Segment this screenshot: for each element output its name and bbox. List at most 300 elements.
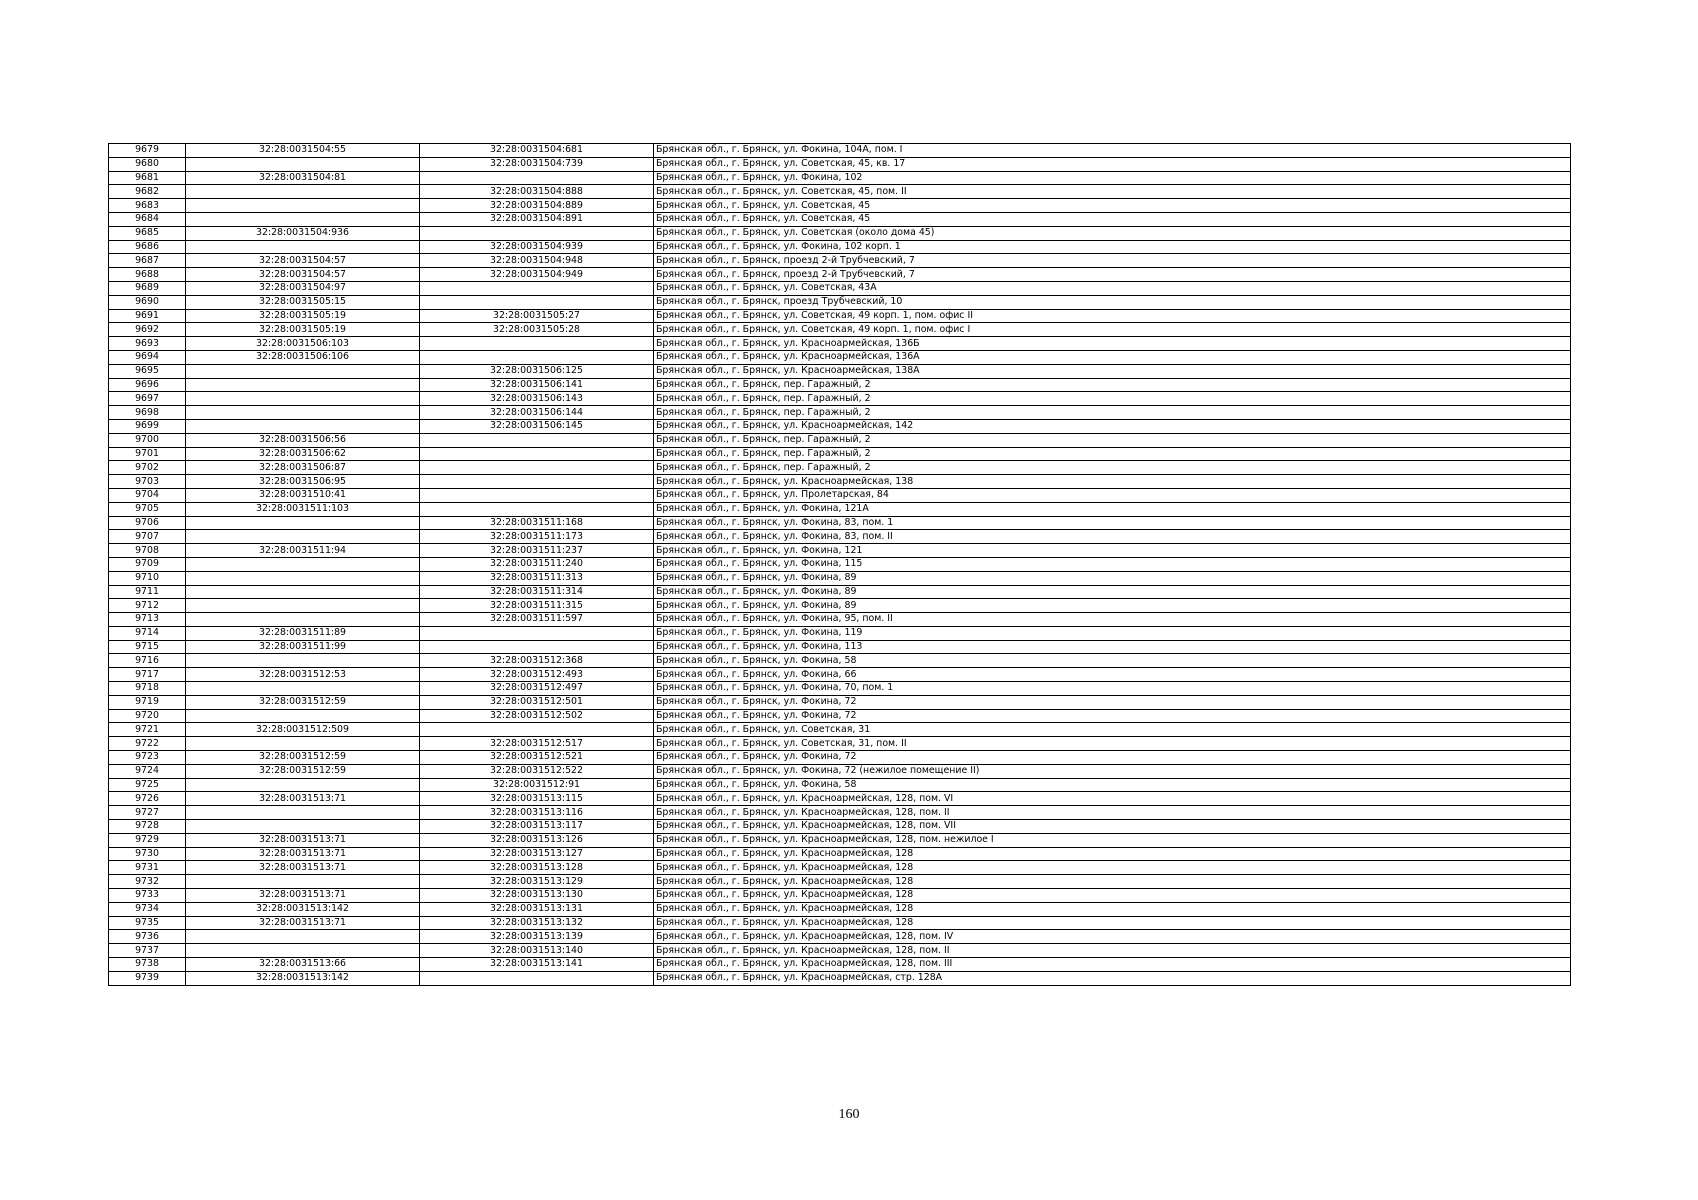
address-cell: Брянская обл., г. Брянск, ул. Фокина, 119: [654, 626, 1571, 640]
row-number-cell: 9685: [109, 226, 186, 240]
land-plot-cadastral-number-cell: 32:28:0031512:53: [186, 668, 420, 682]
address-cell: Брянская обл., г. Брянск, проезд Трубчевский, 10: [654, 295, 1571, 309]
address-cell: Брянская обл., г. Брянск, ул. Красноармейская, 128: [654, 916, 1571, 930]
row-number-cell: 9705: [109, 502, 186, 516]
object-cadastral-number-cell: 32:28:0031512:502: [420, 709, 654, 723]
row-number-cell: 9696: [109, 378, 186, 392]
table-row: [109, 654, 1571, 668]
table-row: [109, 723, 1571, 737]
row-number-cell: 9687: [109, 254, 186, 268]
object-cadastral-number-cell: 32:28:0031512:521: [420, 751, 654, 765]
land-plot-cadastral-number-cell: 32:28:0031506:62: [186, 447, 420, 461]
table-row: [109, 778, 1571, 792]
row-number-cell: 9737: [109, 944, 186, 958]
table-row: [109, 475, 1571, 489]
object-cadastral-number-cell: 32:28:0031504:948: [420, 254, 654, 268]
row-number-cell: 9723: [109, 751, 186, 765]
land-plot-cadastral-number-cell: 32:28:0031512:509: [186, 723, 420, 737]
table-row: [109, 971, 1571, 985]
row-number-cell: 9699: [109, 419, 186, 433]
row-number-cell: 9717: [109, 668, 186, 682]
object-cadastral-number-cell: [420, 971, 654, 985]
row-number-cell: 9732: [109, 875, 186, 889]
object-cadastral-number-cell: [420, 488, 654, 502]
address-cell: Брянская обл., г. Брянск, ул. Фокина, 72: [654, 709, 1571, 723]
address-cell: Брянская обл., г. Брянск, ул. Советская, 43А: [654, 281, 1571, 295]
address-cell: Брянская обл., г. Брянск, ул. Красноармейская, 128: [654, 902, 1571, 916]
table-row: [109, 958, 1571, 972]
address-cell: Брянская обл., г. Брянск, ул. Советская, 49 корп. 1, пом. офис I: [654, 323, 1571, 337]
address-cell: Брянская обл., г. Брянск, ул. Красноармейская, 128, пом. нежилое I: [654, 833, 1571, 847]
row-number-cell: 9683: [109, 199, 186, 213]
table-row: [109, 337, 1571, 351]
row-number-cell: 9684: [109, 212, 186, 226]
object-cadastral-number-cell: 32:28:0031506:125: [420, 364, 654, 378]
address-cell: Брянская обл., г. Брянск, проезд 2-й Трубчевский, 7: [654, 268, 1571, 282]
address-cell: Брянская обл., г. Брянск, ул. Фокина, 72: [654, 751, 1571, 765]
object-cadastral-number-cell: 32:28:0031512:493: [420, 668, 654, 682]
table-row: [109, 820, 1571, 834]
register-table-container: [108, 143, 1571, 986]
object-cadastral-number-cell: 32:28:0031513:129: [420, 875, 654, 889]
table-row: [109, 682, 1571, 696]
row-number-cell: 9691: [109, 309, 186, 323]
land-plot-cadastral-number-cell: [186, 599, 420, 613]
land-plot-cadastral-number-cell: [186, 199, 420, 213]
object-cadastral-number-cell: 32:28:0031512:368: [420, 654, 654, 668]
object-cadastral-number-cell: 32:28:0031511:315: [420, 599, 654, 613]
table-row: [109, 309, 1571, 323]
address-cell: Брянская обл., г. Брянск, ул. Советская, 31, пом. II: [654, 737, 1571, 751]
table-row: [109, 171, 1571, 185]
row-number-cell: 9680: [109, 157, 186, 171]
row-number-cell: 9724: [109, 764, 186, 778]
row-number-cell: 9726: [109, 792, 186, 806]
object-cadastral-number-cell: 32:28:0031511:314: [420, 585, 654, 599]
table-row: [109, 433, 1571, 447]
table-row: [109, 613, 1571, 627]
table-row: [109, 861, 1571, 875]
register-table: [108, 143, 1571, 986]
land-plot-cadastral-number-cell: 32:28:0031513:71: [186, 916, 420, 930]
land-plot-cadastral-number-cell: 32:28:0031513:71: [186, 833, 420, 847]
address-cell: Брянская обл., г. Брянск, ул. Фокина, 113: [654, 640, 1571, 654]
row-number-cell: 9694: [109, 350, 186, 364]
address-cell: Брянская обл., г. Брянск, ул. Фокина, 66: [654, 668, 1571, 682]
object-cadastral-number-cell: 32:28:0031513:128: [420, 861, 654, 875]
land-plot-cadastral-number-cell: 32:28:0031505:19: [186, 323, 420, 337]
row-number-cell: 9679: [109, 144, 186, 158]
row-number-cell: 9721: [109, 723, 186, 737]
object-cadastral-number-cell: [420, 281, 654, 295]
table-row: [109, 378, 1571, 392]
land-plot-cadastral-number-cell: 32:28:0031504:81: [186, 171, 420, 185]
object-cadastral-number-cell: [420, 337, 654, 351]
table-row: [109, 764, 1571, 778]
row-number-cell: 9718: [109, 682, 186, 696]
object-cadastral-number-cell: [420, 723, 654, 737]
object-cadastral-number-cell: 32:28:0031504:891: [420, 212, 654, 226]
table-row: [109, 392, 1571, 406]
object-cadastral-number-cell: 32:28:0031513:141: [420, 958, 654, 972]
row-number-cell: 9711: [109, 585, 186, 599]
land-plot-cadastral-number-cell: [186, 240, 420, 254]
row-number-cell: 9738: [109, 958, 186, 972]
land-plot-cadastral-number-cell: 32:28:0031513:71: [186, 792, 420, 806]
object-cadastral-number-cell: 32:28:0031504:889: [420, 199, 654, 213]
row-number-cell: 9733: [109, 889, 186, 903]
table-row: [109, 185, 1571, 199]
address-cell: Брянская обл., г. Брянск, ул. Красноармейская, 142: [654, 419, 1571, 433]
address-cell: Брянская обл., г. Брянск, ул. Красноармейская, 128, пом. III: [654, 958, 1571, 972]
table-row: [109, 571, 1571, 585]
table-row: [109, 199, 1571, 213]
land-plot-cadastral-number-cell: 32:28:0031506:106: [186, 350, 420, 364]
object-cadastral-number-cell: 32:28:0031511:237: [420, 544, 654, 558]
land-plot-cadastral-number-cell: 32:28:0031513:66: [186, 958, 420, 972]
row-number-cell: 9729: [109, 833, 186, 847]
object-cadastral-number-cell: 32:28:0031504:939: [420, 240, 654, 254]
address-cell: Брянская обл., г. Брянск, ул. Красноармейская, 136Б: [654, 337, 1571, 351]
address-cell: Брянская обл., г. Брянск, ул. Советская, 45: [654, 199, 1571, 213]
page-number: 160: [838, 1107, 860, 1122]
row-number-cell: 9735: [109, 916, 186, 930]
object-cadastral-number-cell: [420, 640, 654, 654]
row-number-cell: 9722: [109, 737, 186, 751]
land-plot-cadastral-number-cell: [186, 820, 420, 834]
row-number-cell: 9709: [109, 557, 186, 571]
table-row: [109, 806, 1571, 820]
address-cell: Брянская обл., г. Брянск, ул. Фокина, 83, пом. II: [654, 530, 1571, 544]
land-plot-cadastral-number-cell: 32:28:0031504:97: [186, 281, 420, 295]
table-row: [109, 585, 1571, 599]
object-cadastral-number-cell: 32:28:0031512:91: [420, 778, 654, 792]
row-number-cell: 9697: [109, 392, 186, 406]
address-cell: Брянская обл., г. Брянск, ул. Фокина, 102: [654, 171, 1571, 185]
row-number-cell: 9725: [109, 778, 186, 792]
land-plot-cadastral-number-cell: [186, 944, 420, 958]
address-cell: Брянская обл., г. Брянск, ул. Пролетарская, 84: [654, 488, 1571, 502]
address-cell: Брянская обл., г. Брянск, ул. Советская, 49 корп. 1, пом. офис II: [654, 309, 1571, 323]
object-cadastral-number-cell: 32:28:0031504:888: [420, 185, 654, 199]
land-plot-cadastral-number-cell: [186, 516, 420, 530]
land-plot-cadastral-number-cell: 32:28:0031512:59: [186, 764, 420, 778]
object-cadastral-number-cell: 32:28:0031513:126: [420, 833, 654, 847]
table-row: [109, 268, 1571, 282]
object-cadastral-number-cell: [420, 461, 654, 475]
address-cell: Брянская обл., г. Брянск, ул. Советская (около дома 45): [654, 226, 1571, 240]
address-cell: Брянская обл., г. Брянск, ул. Советская, 31: [654, 723, 1571, 737]
object-cadastral-number-cell: 32:28:0031504:739: [420, 157, 654, 171]
address-cell: Брянская обл., г. Брянск, ул. Красноармейская, 128: [654, 875, 1571, 889]
table-row: [109, 488, 1571, 502]
object-cadastral-number-cell: 32:28:0031504:681: [420, 144, 654, 158]
address-cell: Брянская обл., г. Брянск, ул. Красноармейская, 128, пом. II: [654, 944, 1571, 958]
row-number-cell: 9715: [109, 640, 186, 654]
row-number-cell: 9739: [109, 971, 186, 985]
land-plot-cadastral-number-cell: 32:28:0031511:89: [186, 626, 420, 640]
address-cell: Брянская обл., г. Брянск, ул. Фокина, 70, пом. 1: [654, 682, 1571, 696]
address-cell: Брянская обл., г. Брянск, ул. Красноармейская, 138: [654, 475, 1571, 489]
object-cadastral-number-cell: 32:28:0031512:522: [420, 764, 654, 778]
land-plot-cadastral-number-cell: [186, 682, 420, 696]
land-plot-cadastral-number-cell: 32:28:0031505:19: [186, 309, 420, 323]
table-row: [109, 930, 1571, 944]
row-number-cell: 9708: [109, 544, 186, 558]
table-row: [109, 640, 1571, 654]
land-plot-cadastral-number-cell: [186, 530, 420, 544]
table-row: [109, 916, 1571, 930]
row-number-cell: 9728: [109, 820, 186, 834]
land-plot-cadastral-number-cell: [186, 419, 420, 433]
land-plot-cadastral-number-cell: 32:28:0031513:71: [186, 847, 420, 861]
object-cadastral-number-cell: [420, 433, 654, 447]
address-cell: Брянская обл., г. Брянск, ул. Фокина, 104А, пом. I: [654, 144, 1571, 158]
table-row: [109, 350, 1571, 364]
object-cadastral-number-cell: 32:28:0031513:139: [420, 930, 654, 944]
object-cadastral-number-cell: 32:28:0031512:501: [420, 695, 654, 709]
table-row: [109, 502, 1571, 516]
address-cell: Брянская обл., г. Брянск, ул. Красноармейская, 128, пом. VII: [654, 820, 1571, 834]
address-cell: Брянская обл., г. Брянск, ул. Фокина, 121: [654, 544, 1571, 558]
row-number-cell: 9695: [109, 364, 186, 378]
row-number-cell: 9704: [109, 488, 186, 502]
address-cell: Брянская обл., г. Брянск, ул. Фокина, 89: [654, 599, 1571, 613]
object-cadastral-number-cell: 32:28:0031511:597: [420, 613, 654, 627]
address-cell: Брянская обл., г. Брянск, пер. Гаражный, 2: [654, 392, 1571, 406]
land-plot-cadastral-number-cell: 32:28:0031505:15: [186, 295, 420, 309]
row-number-cell: 9713: [109, 613, 186, 627]
object-cadastral-number-cell: [420, 226, 654, 240]
land-plot-cadastral-number-cell: 32:28:0031504:57: [186, 268, 420, 282]
object-cadastral-number-cell: 32:28:0031506:144: [420, 406, 654, 420]
address-cell: Брянская обл., г. Брянск, ул. Красноармейская, 128: [654, 847, 1571, 861]
land-plot-cadastral-number-cell: [186, 392, 420, 406]
object-cadastral-number-cell: 32:28:0031505:28: [420, 323, 654, 337]
row-number-cell: 9710: [109, 571, 186, 585]
table-row: [109, 737, 1571, 751]
row-number-cell: 9707: [109, 530, 186, 544]
address-cell: Брянская обл., г. Брянск, ул. Фокина, 115: [654, 557, 1571, 571]
address-cell: Брянская обл., г. Брянск, ул. Фокина, 89: [654, 571, 1571, 585]
address-cell: Брянская обл., г. Брянск, проезд 2-й Трубчевский, 7: [654, 254, 1571, 268]
object-cadastral-number-cell: 32:28:0031511:313: [420, 571, 654, 585]
land-plot-cadastral-number-cell: 32:28:0031513:71: [186, 861, 420, 875]
table-row: [109, 544, 1571, 558]
land-plot-cadastral-number-cell: [186, 585, 420, 599]
object-cadastral-number-cell: 32:28:0031513:117: [420, 820, 654, 834]
object-cadastral-number-cell: 32:28:0031512:517: [420, 737, 654, 751]
address-cell: Брянская обл., г. Брянск, ул. Красноармейская, 138А: [654, 364, 1571, 378]
table-row: [109, 461, 1571, 475]
register-table-body: [109, 144, 1571, 986]
land-plot-cadastral-number-cell: [186, 378, 420, 392]
land-plot-cadastral-number-cell: [186, 806, 420, 820]
address-cell: Брянская обл., г. Брянск, пер. Гаражный, 2: [654, 447, 1571, 461]
table-row: [109, 792, 1571, 806]
address-cell: Брянская обл., г. Брянск, ул. Красноармейская, 128: [654, 861, 1571, 875]
address-cell: Брянская обл., г. Брянск, пер. Гаражный, 2: [654, 378, 1571, 392]
land-plot-cadastral-number-cell: 32:28:0031511:94: [186, 544, 420, 558]
address-cell: Брянская обл., г. Брянск, пер. Гаражный, 2: [654, 461, 1571, 475]
land-plot-cadastral-number-cell: [186, 613, 420, 627]
row-number-cell: 9688: [109, 268, 186, 282]
table-row: [109, 530, 1571, 544]
land-plot-cadastral-number-cell: [186, 654, 420, 668]
row-number-cell: 9731: [109, 861, 186, 875]
row-number-cell: 9686: [109, 240, 186, 254]
land-plot-cadastral-number-cell: [186, 737, 420, 751]
address-cell: Брянская обл., г. Брянск, ул. Советская, 45: [654, 212, 1571, 226]
address-cell: Брянская обл., г. Брянск, ул. Фокина, 102 корп. 1: [654, 240, 1571, 254]
object-cadastral-number-cell: 32:28:0031513:130: [420, 889, 654, 903]
table-row: [109, 157, 1571, 171]
address-cell: Брянская обл., г. Брянск, ул. Фокина, 89: [654, 585, 1571, 599]
row-number-cell: 9690: [109, 295, 186, 309]
address-cell: Брянская обл., г. Брянск, ул. Фокина, 58: [654, 654, 1571, 668]
object-cadastral-number-cell: 32:28:0031513:116: [420, 806, 654, 820]
row-number-cell: 9682: [109, 185, 186, 199]
address-cell: Брянская обл., г. Брянск, ул. Фокина, 95, пом. II: [654, 613, 1571, 627]
row-number-cell: 9701: [109, 447, 186, 461]
row-number-cell: 9706: [109, 516, 186, 530]
land-plot-cadastral-number-cell: 32:28:0031506:56: [186, 433, 420, 447]
land-plot-cadastral-number-cell: 32:28:0031506:95: [186, 475, 420, 489]
address-cell: Брянская обл., г. Брянск, пер. Гаражный, 2: [654, 433, 1571, 447]
table-row: [109, 902, 1571, 916]
land-plot-cadastral-number-cell: 32:28:0031510:41: [186, 488, 420, 502]
object-cadastral-number-cell: 32:28:0031506:145: [420, 419, 654, 433]
row-number-cell: 9720: [109, 709, 186, 723]
object-cadastral-number-cell: 32:28:0031506:143: [420, 392, 654, 406]
object-cadastral-number-cell: 32:28:0031513:140: [420, 944, 654, 958]
table-row: [109, 364, 1571, 378]
address-cell: Брянская обл., г. Брянск, ул. Красноармейская, 128, пом. VI: [654, 792, 1571, 806]
land-plot-cadastral-number-cell: 32:28:0031513:71: [186, 889, 420, 903]
land-plot-cadastral-number-cell: [186, 212, 420, 226]
row-number-cell: 9714: [109, 626, 186, 640]
table-row: [109, 875, 1571, 889]
table-row: [109, 144, 1571, 158]
land-plot-cadastral-number-cell: 32:28:0031504:57: [186, 254, 420, 268]
object-cadastral-number-cell: [420, 447, 654, 461]
object-cadastral-number-cell: 32:28:0031511:240: [420, 557, 654, 571]
address-cell: Брянская обл., г. Брянск, ул. Фокина, 72: [654, 695, 1571, 709]
table-row: [109, 254, 1571, 268]
object-cadastral-number-cell: [420, 295, 654, 309]
row-number-cell: 9734: [109, 902, 186, 916]
table-row: [109, 751, 1571, 765]
table-row: [109, 281, 1571, 295]
object-cadastral-number-cell: 32:28:0031513:115: [420, 792, 654, 806]
land-plot-cadastral-number-cell: 32:28:0031504:936: [186, 226, 420, 240]
row-number-cell: 9712: [109, 599, 186, 613]
address-cell: Брянская обл., г. Брянск, ул. Красноармейская, 128: [654, 889, 1571, 903]
row-number-cell: 9736: [109, 930, 186, 944]
table-row: [109, 626, 1571, 640]
land-plot-cadastral-number-cell: [186, 571, 420, 585]
row-number-cell: 9698: [109, 406, 186, 420]
row-number-cell: 9702: [109, 461, 186, 475]
row-number-cell: 9700: [109, 433, 186, 447]
land-plot-cadastral-number-cell: [186, 557, 420, 571]
address-cell: Брянская обл., г. Брянск, ул. Красноармейская, 128, пом. II: [654, 806, 1571, 820]
object-cadastral-number-cell: [420, 350, 654, 364]
table-row: [109, 695, 1571, 709]
table-row: [109, 833, 1571, 847]
land-plot-cadastral-number-cell: 32:28:0031513:142: [186, 902, 420, 916]
object-cadastral-number-cell: 32:28:0031506:141: [420, 378, 654, 392]
address-cell: Брянская обл., г. Брянск, пер. Гаражный, 2: [654, 406, 1571, 420]
object-cadastral-number-cell: 32:28:0031513:132: [420, 916, 654, 930]
table-row: [109, 944, 1571, 958]
land-plot-cadastral-number-cell: 32:28:0031506:87: [186, 461, 420, 475]
address-cell: Брянская обл., г. Брянск, ул. Советская, 45, пом. II: [654, 185, 1571, 199]
table-row: [109, 212, 1571, 226]
address-cell: Брянская обл., г. Брянск, ул. Фокина, 121А: [654, 502, 1571, 516]
table-row: [109, 323, 1571, 337]
land-plot-cadastral-number-cell: [186, 875, 420, 889]
object-cadastral-number-cell: 32:28:0031513:127: [420, 847, 654, 861]
row-number-cell: 9716: [109, 654, 186, 668]
address-cell: Брянская обл., г. Брянск, ул. Красноармейская, 128, пом. IV: [654, 930, 1571, 944]
land-plot-cadastral-number-cell: [186, 930, 420, 944]
object-cadastral-number-cell: 32:28:0031511:168: [420, 516, 654, 530]
table-row: [109, 226, 1571, 240]
land-plot-cadastral-number-cell: 32:28:0031513:142: [186, 971, 420, 985]
row-number-cell: 9681: [109, 171, 186, 185]
table-row: [109, 709, 1571, 723]
land-plot-cadastral-number-cell: 32:28:0031511:103: [186, 502, 420, 516]
object-cadastral-number-cell: [420, 475, 654, 489]
row-number-cell: 9727: [109, 806, 186, 820]
table-row: [109, 889, 1571, 903]
land-plot-cadastral-number-cell: [186, 157, 420, 171]
land-plot-cadastral-number-cell: [186, 364, 420, 378]
table-row: [109, 599, 1571, 613]
land-plot-cadastral-number-cell: [186, 778, 420, 792]
address-cell: Брянская обл., г. Брянск, ул. Фокина, 72 (нежилое помещение II): [654, 764, 1571, 778]
table-row: [109, 447, 1571, 461]
land-plot-cadastral-number-cell: [186, 185, 420, 199]
object-cadastral-number-cell: 32:28:0031512:497: [420, 682, 654, 696]
object-cadastral-number-cell: [420, 171, 654, 185]
address-cell: Брянская обл., г. Брянск, ул. Красноармейская, стр. 128А: [654, 971, 1571, 985]
land-plot-cadastral-number-cell: [186, 406, 420, 420]
row-number-cell: 9719: [109, 695, 186, 709]
land-plot-cadastral-number-cell: 32:28:0031512:59: [186, 695, 420, 709]
row-number-cell: 9693: [109, 337, 186, 351]
row-number-cell: 9703: [109, 475, 186, 489]
address-cell: Брянская обл., г. Брянск, ул. Фокина, 83, пом. 1: [654, 516, 1571, 530]
table-row: [109, 668, 1571, 682]
object-cadastral-number-cell: [420, 626, 654, 640]
table-row: [109, 240, 1571, 254]
object-cadastral-number-cell: 32:28:0031505:27: [420, 309, 654, 323]
address-cell: Брянская обл., г. Брянск, ул. Фокина, 58: [654, 778, 1571, 792]
address-cell: Брянская обл., г. Брянск, ул. Красноармейская, 136А: [654, 350, 1571, 364]
land-plot-cadastral-number-cell: [186, 709, 420, 723]
object-cadastral-number-cell: 32:28:0031513:131: [420, 902, 654, 916]
address-cell: Брянская обл., г. Брянск, ул. Советская, 45, кв. 17: [654, 157, 1571, 171]
row-number-cell: 9692: [109, 323, 186, 337]
row-number-cell: 9730: [109, 847, 186, 861]
object-cadastral-number-cell: 32:28:0031504:949: [420, 268, 654, 282]
table-row: [109, 516, 1571, 530]
land-plot-cadastral-number-cell: 32:28:0031504:55: [186, 144, 420, 158]
row-number-cell: 9689: [109, 281, 186, 295]
table-row: [109, 419, 1571, 433]
